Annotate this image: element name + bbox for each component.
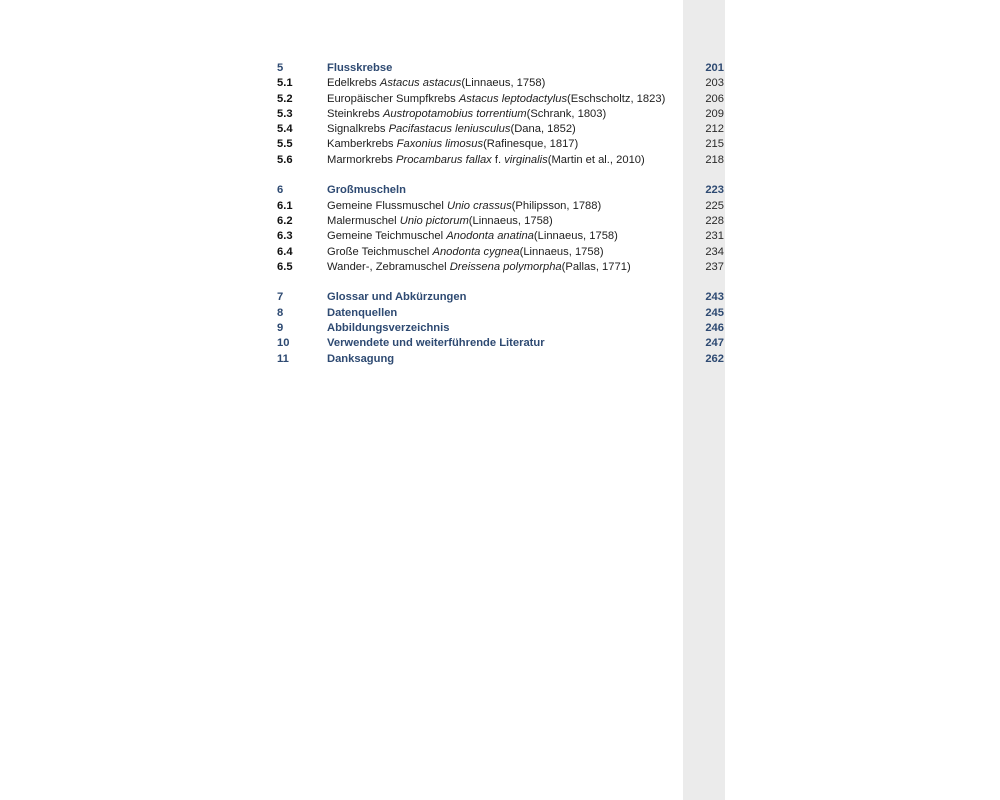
toc-chapter-8[interactable] — [277, 306, 724, 321]
common-name: Europäischer Sumpfkrebs — [327, 92, 456, 105]
entry-number: 5.4 — [277, 123, 293, 136]
entry-title — [327, 260, 631, 275]
author-citation: (Martin et al., 2010) — [547, 153, 645, 166]
common-name: Kamberkrebs — [327, 138, 394, 151]
toc-entry-5-6[interactable] — [277, 153, 724, 168]
toc-entry-6-4[interactable] — [277, 245, 724, 260]
scientific-name-form: virginalis — [504, 153, 548, 166]
chapter-number: 7 — [277, 291, 284, 304]
scientific-name: Dreissena polymorpha — [449, 260, 562, 273]
scientific-name: Faxonius limosus — [396, 138, 484, 151]
common-name: Steinkrebs — [327, 107, 380, 120]
entry-number: 5.2 — [277, 92, 293, 105]
entry-number: 5.5 — [277, 138, 293, 151]
toc-entry-6-5[interactable] — [277, 260, 724, 275]
toc-chapter-5[interactable] — [277, 61, 724, 76]
chapter-title: Glossar und Abkürzungen — [327, 291, 467, 304]
toc-chapter-10[interactable] — [277, 336, 724, 351]
chapter-page: 246 — [705, 322, 724, 335]
chapter-page: 245 — [705, 306, 724, 319]
scientific-name: Anodonta cygnea — [432, 245, 520, 258]
chapter-title: Abbildungsverzeichnis — [327, 322, 450, 335]
entry-number: 6.1 — [277, 199, 293, 212]
common-name: Gemeine Teichmuschel — [327, 230, 444, 243]
toc-chapter-6[interactable] — [277, 183, 724, 198]
entry-title — [327, 92, 665, 107]
entry-title — [327, 214, 553, 229]
author-citation: (Schrank, 1803) — [526, 107, 607, 120]
entry-number: 5.1 — [277, 77, 293, 90]
entry-page: 209 — [705, 107, 724, 120]
author-citation: (Linnaeus, 1758) — [461, 77, 546, 90]
author-citation: (Linnaeus, 1758) — [519, 245, 604, 258]
scientific-name: Anodonta anatina — [446, 230, 534, 243]
author-citation: (Philipsson, 1788) — [511, 199, 602, 212]
author-citation: (Pallas, 1771) — [561, 260, 631, 273]
chapter-number: 11 — [277, 352, 289, 365]
entry-title — [327, 245, 604, 260]
chapter-page: 247 — [705, 337, 724, 350]
chapter-title: Verwendete und weiterführende Literatur — [327, 337, 545, 350]
toc-chapter-11[interactable] — [277, 352, 724, 367]
chapter-title: Flusskrebse — [327, 62, 393, 74]
entry-number: 6.2 — [277, 214, 293, 227]
common-name: Edelkrebs — [327, 77, 377, 90]
scientific-name: Austropotamobius torrentium — [382, 107, 527, 120]
scientific-name: Procambarus fallax — [396, 153, 492, 166]
chapter-title: Großmuscheln — [327, 184, 406, 197]
toc-entry-5-5[interactable] — [277, 137, 724, 152]
entry-page: 206 — [705, 92, 724, 105]
scientific-name: Unio pictorum — [399, 214, 469, 227]
entry-title — [327, 137, 578, 152]
author-citation: (Eschscholtz, 1823) — [567, 92, 666, 105]
entry-title — [327, 107, 606, 122]
common-name: Wander-, Zebramuschel — [327, 260, 447, 273]
entry-page: 228 — [705, 214, 724, 227]
entry-number: 6.5 — [277, 260, 293, 273]
author-citation: (Dana, 1852) — [510, 123, 576, 136]
entry-title — [327, 76, 545, 91]
entry-title — [327, 122, 576, 137]
chapter-page: 223 — [705, 184, 724, 197]
entry-page: 225 — [705, 199, 724, 212]
entry-page: 218 — [705, 153, 724, 166]
common-name: Signalkrebs — [327, 123, 386, 136]
toc-entry-5-3[interactable] — [277, 107, 724, 122]
entry-title — [327, 153, 645, 168]
chapter-number: 6 — [277, 184, 284, 197]
chapter-number: 9 — [277, 322, 284, 335]
chapter-number: 5 — [277, 62, 284, 74]
chapter-title: Danksagung — [327, 352, 395, 365]
toc-chapter-7[interactable] — [277, 290, 724, 305]
entry-page: 203 — [705, 77, 724, 90]
scientific-name: Pacifastacus leniusculus — [388, 123, 511, 136]
scientific-name: Astacus leptodactylus — [458, 92, 568, 105]
entry-number: 6.4 — [277, 245, 293, 258]
author-citation: (Rafinesque, 1817) — [483, 138, 579, 151]
common-name: Gemeine Flussmuschel — [327, 199, 444, 212]
entry-title — [327, 199, 601, 214]
toc-entry-5-1[interactable] — [277, 76, 724, 91]
common-name: Malermuschel — [327, 214, 397, 227]
chapter-title: Datenquellen — [327, 306, 398, 319]
scientific-name: Unio crassus — [447, 199, 512, 212]
toc-entry-6-1[interactable] — [277, 199, 724, 214]
table-of-contents — [277, 61, 724, 382]
toc-entry-5-4[interactable] — [277, 122, 724, 137]
entry-number: 6.3 — [277, 230, 293, 243]
common-name: Große Teichmuschel — [327, 245, 430, 258]
entry-page: 215 — [705, 138, 724, 151]
chapter-page: 262 — [705, 352, 724, 365]
toc-section-5 — [277, 61, 724, 168]
entry-page: 234 — [705, 245, 724, 258]
form-abbreviation: f. — [494, 153, 502, 166]
chapter-page: 243 — [705, 291, 724, 304]
toc-section-appendix — [277, 290, 724, 366]
entry-page: 237 — [705, 260, 724, 273]
entry-number: 5.6 — [277, 153, 293, 166]
chapter-page: 201 — [705, 62, 724, 74]
toc-entry-6-2[interactable] — [277, 214, 724, 229]
common-name: Marmorkrebs — [327, 153, 393, 166]
toc-entry-6-3[interactable] — [277, 229, 724, 244]
toc-chapter-9[interactable] — [277, 321, 724, 336]
entry-number: 5.3 — [277, 107, 293, 120]
chapter-number: 10 — [277, 337, 290, 350]
author-citation: (Linnaeus, 1758) — [468, 214, 553, 227]
entry-page: 231 — [705, 230, 724, 243]
entry-title — [327, 229, 618, 244]
scientific-name: Astacus astacus — [379, 77, 462, 90]
toc-section-6 — [277, 183, 724, 275]
chapter-number: 8 — [277, 306, 284, 319]
toc-entry-5-2[interactable] — [277, 92, 724, 107]
author-citation: (Linnaeus, 1758) — [533, 230, 618, 243]
entry-page: 212 — [705, 123, 724, 136]
